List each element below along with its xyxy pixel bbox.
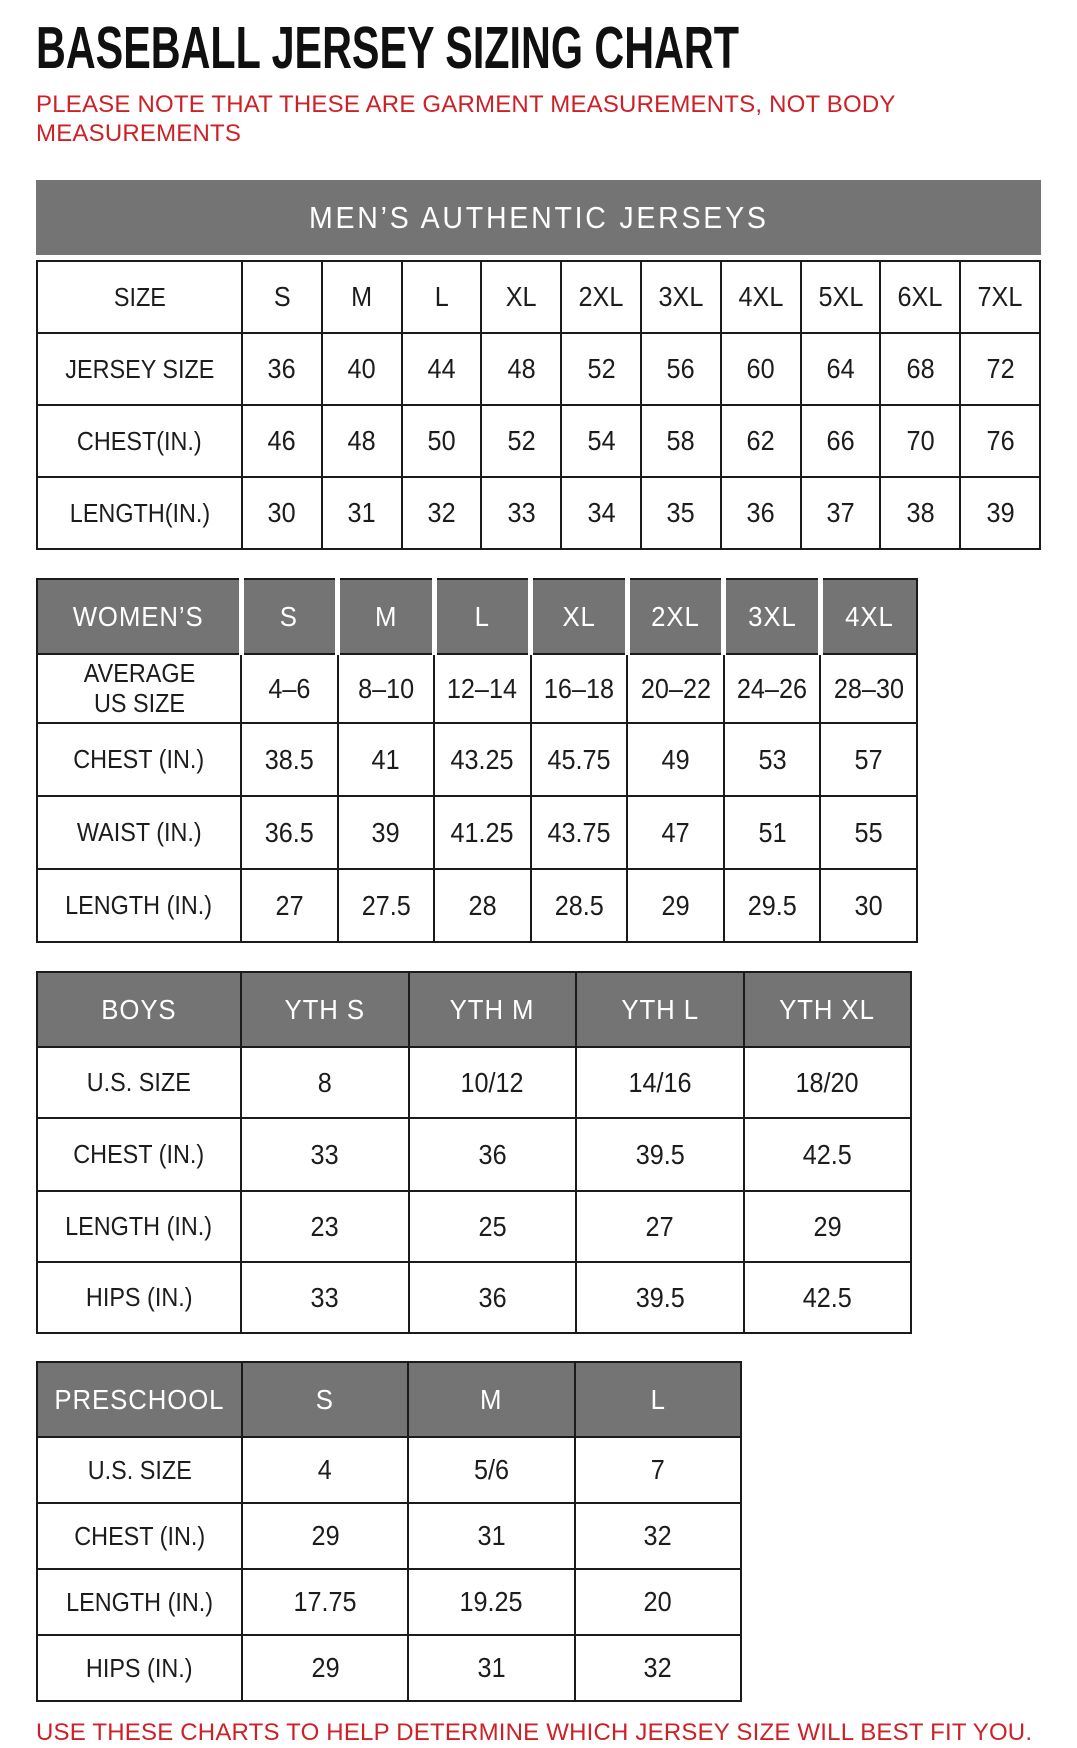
- size-value-cell: 8–10: [338, 654, 435, 723]
- size-value-cell: 34: [561, 477, 641, 549]
- table-header-row: [37, 972, 911, 1047]
- size-column-header: S: [242, 1362, 408, 1437]
- size-value-cell: 6XL: [880, 261, 960, 333]
- size-value-cell: 7XL: [960, 261, 1040, 333]
- row-label: CHEST(IN.): [37, 405, 242, 477]
- mens-banner-label: MEN’S AUTHENTIC JERSEYS: [308, 199, 769, 235]
- size-column-header: XL: [531, 579, 628, 654]
- size-value-cell: 33: [241, 1262, 409, 1333]
- size-value-cell: 29.5: [724, 869, 821, 942]
- size-value-cell: 29: [744, 1191, 912, 1262]
- size-value-cell: 46: [242, 405, 322, 477]
- size-value-cell: S: [242, 261, 322, 333]
- size-value-cell: 12–14: [434, 654, 531, 723]
- table-row: [37, 723, 917, 796]
- size-value-cell: 44: [402, 333, 482, 405]
- row-label: CHEST (IN.): [37, 1118, 241, 1191]
- size-value-cell: 4: [242, 1437, 408, 1503]
- size-value-cell: 31: [408, 1635, 574, 1701]
- size-value-cell: 30: [820, 869, 917, 942]
- row-label: JERSEY SIZE: [37, 333, 242, 405]
- size-column-header: 3XL: [724, 579, 821, 654]
- size-value-cell: 36: [409, 1262, 577, 1333]
- table-group-label: BOYS: [37, 972, 241, 1047]
- size-column-header: L: [434, 579, 531, 654]
- row-label: HIPS (IN.): [37, 1262, 241, 1333]
- row-label: HIPS (IN.): [37, 1635, 242, 1701]
- size-value-cell: 68: [880, 333, 960, 405]
- size-value-cell: 35: [641, 477, 721, 549]
- size-column-header: YTH L: [576, 972, 744, 1047]
- table-row: [37, 1569, 741, 1635]
- size-value-cell: M: [322, 261, 402, 333]
- table-row: [37, 1191, 911, 1262]
- size-value-cell: 32: [402, 477, 482, 549]
- table-row: [37, 1262, 911, 1333]
- size-value-cell: 39.5: [576, 1118, 744, 1191]
- size-value-cell: 50: [402, 405, 482, 477]
- size-value-cell: 17.75: [242, 1569, 408, 1635]
- womens-size-table: [36, 578, 918, 943]
- size-column-header: YTH S: [241, 972, 409, 1047]
- size-value-cell: 72: [960, 333, 1040, 405]
- row-label: CHEST (IN.): [37, 723, 241, 796]
- row-label: LENGTH (IN.): [37, 1191, 241, 1262]
- size-value-cell: 60: [721, 333, 801, 405]
- size-value-cell: 64: [801, 333, 881, 405]
- size-value-cell: 5/6: [408, 1437, 574, 1503]
- row-label: LENGTH (IN.): [37, 1569, 242, 1635]
- size-value-cell: 28–30: [820, 654, 917, 723]
- row-label: SIZE: [37, 261, 242, 333]
- size-value-cell: 52: [561, 333, 641, 405]
- size-value-cell: 41.25: [434, 796, 531, 869]
- size-value-cell: 43.25: [434, 723, 531, 796]
- size-value-cell: 29: [242, 1503, 408, 1569]
- table-row: [37, 261, 1040, 333]
- size-value-cell: 27: [576, 1191, 744, 1262]
- size-value-cell: 31: [408, 1503, 574, 1569]
- page-title: BASEBALL JERSEY SIZING CHART: [36, 15, 739, 81]
- table-row: [37, 1503, 741, 1569]
- size-value-cell: 4–6: [241, 654, 338, 723]
- size-value-cell: 23: [241, 1191, 409, 1262]
- size-column-header: S: [241, 579, 338, 654]
- size-value-cell: 28: [434, 869, 531, 942]
- table-row: [37, 796, 917, 869]
- size-value-cell: 39: [960, 477, 1040, 549]
- size-value-cell: 51: [724, 796, 821, 869]
- size-value-cell: 3XL: [641, 261, 721, 333]
- size-value-cell: 14/16: [576, 1047, 744, 1118]
- table-row: [37, 405, 1040, 477]
- size-value-cell: 57: [820, 723, 917, 796]
- size-column-header: M: [338, 579, 435, 654]
- size-value-cell: 10/12: [409, 1047, 577, 1118]
- mens-size-table: [36, 260, 1041, 550]
- size-value-cell: 36: [242, 333, 322, 405]
- size-value-cell: 58: [641, 405, 721, 477]
- table-row: [37, 1047, 911, 1118]
- size-value-cell: 38: [880, 477, 960, 549]
- size-column-header: 4XL: [820, 579, 917, 654]
- size-value-cell: XL: [481, 261, 561, 333]
- table-row: [37, 1437, 741, 1503]
- table-group-label: WOMEN’S: [37, 579, 241, 654]
- size-value-cell: 5XL: [801, 261, 881, 333]
- size-value-cell: 27: [241, 869, 338, 942]
- size-value-cell: 62: [721, 405, 801, 477]
- size-value-cell: 8: [241, 1047, 409, 1118]
- row-label: AVERAGE US SIZE: [37, 654, 241, 723]
- mens-table-banner: [36, 180, 1041, 255]
- fit-advice-note: USE THESE CHARTS TO HELP DETERMINE WHICH JERSEY SIZE WILL BEST FIT YOU.: [36, 1719, 1033, 1747]
- table-header-row: [37, 1362, 741, 1437]
- size-value-cell: 42.5: [744, 1262, 912, 1333]
- table-row: [37, 1635, 741, 1701]
- row-label: LENGTH (IN.): [37, 869, 241, 942]
- table-row: [37, 869, 917, 942]
- size-value-cell: 47: [627, 796, 724, 869]
- size-value-cell: 41: [338, 723, 435, 796]
- size-column-header: YTH M: [409, 972, 577, 1047]
- garment-measurements-note: PLEASE NOTE THAT THESE ARE GARMENT MEASUREMENTS, NOT BODY MEASUREMENTS: [36, 90, 896, 148]
- row-label: WAIST (IN.): [37, 796, 241, 869]
- table-row: [37, 477, 1040, 549]
- preschool-size-table: [36, 1361, 742, 1702]
- size-value-cell: 27.5: [338, 869, 435, 942]
- size-column-header: YTH XL: [744, 972, 912, 1047]
- size-value-cell: 36: [721, 477, 801, 549]
- size-value-cell: 36.5: [241, 796, 338, 869]
- size-value-cell: 24–26: [724, 654, 821, 723]
- size-value-cell: 4XL: [721, 261, 801, 333]
- row-label: U.S. SIZE: [37, 1437, 242, 1503]
- size-value-cell: 30: [242, 477, 322, 549]
- size-value-cell: 43.75: [531, 796, 628, 869]
- size-value-cell: 76: [960, 405, 1040, 477]
- size-value-cell: 48: [481, 333, 561, 405]
- size-value-cell: 55: [820, 796, 917, 869]
- size-column-header: L: [575, 1362, 741, 1437]
- size-value-cell: 29: [627, 869, 724, 942]
- size-value-cell: 54: [561, 405, 641, 477]
- size-value-cell: 32: [575, 1635, 741, 1701]
- row-label: U.S. SIZE: [37, 1047, 241, 1118]
- size-value-cell: 29: [242, 1635, 408, 1701]
- row-label: LENGTH(IN.): [37, 477, 242, 549]
- row-label: CHEST (IN.): [37, 1503, 242, 1569]
- size-value-cell: 45.75: [531, 723, 628, 796]
- boys-size-table: [36, 971, 912, 1334]
- table-row: [37, 333, 1040, 405]
- table-row: [37, 1118, 911, 1191]
- table-header-row: [37, 579, 917, 654]
- size-value-cell: 33: [241, 1118, 409, 1191]
- size-value-cell: 38.5: [241, 723, 338, 796]
- size-value-cell: 39: [338, 796, 435, 869]
- size-value-cell: 42.5: [744, 1118, 912, 1191]
- size-value-cell: 18/20: [744, 1047, 912, 1118]
- size-value-cell: 56: [641, 333, 721, 405]
- size-value-cell: 20–22: [627, 654, 724, 723]
- size-value-cell: 49: [627, 723, 724, 796]
- size-value-cell: 25: [409, 1191, 577, 1262]
- size-value-cell: 2XL: [561, 261, 641, 333]
- size-value-cell: 37: [801, 477, 881, 549]
- size-value-cell: L: [402, 261, 482, 333]
- size-value-cell: 53: [724, 723, 821, 796]
- size-value-cell: 31: [322, 477, 402, 549]
- size-value-cell: 19.25: [408, 1569, 574, 1635]
- size-value-cell: 66: [801, 405, 881, 477]
- size-value-cell: 20: [575, 1569, 741, 1635]
- size-column-header: M: [408, 1362, 574, 1437]
- size-value-cell: 28.5: [531, 869, 628, 942]
- size-column-header: 2XL: [627, 579, 724, 654]
- size-value-cell: 33: [481, 477, 561, 549]
- size-value-cell: 52: [481, 405, 561, 477]
- size-value-cell: 70: [880, 405, 960, 477]
- table-group-label: PRESCHOOL: [37, 1362, 242, 1437]
- size-value-cell: 16–18: [531, 654, 628, 723]
- size-value-cell: 36: [409, 1118, 577, 1191]
- table-row: [37, 654, 917, 723]
- size-value-cell: 39.5: [576, 1262, 744, 1333]
- size-value-cell: 48: [322, 405, 402, 477]
- size-value-cell: 7: [575, 1437, 741, 1503]
- size-value-cell: 32: [575, 1503, 741, 1569]
- size-value-cell: 40: [322, 333, 402, 405]
